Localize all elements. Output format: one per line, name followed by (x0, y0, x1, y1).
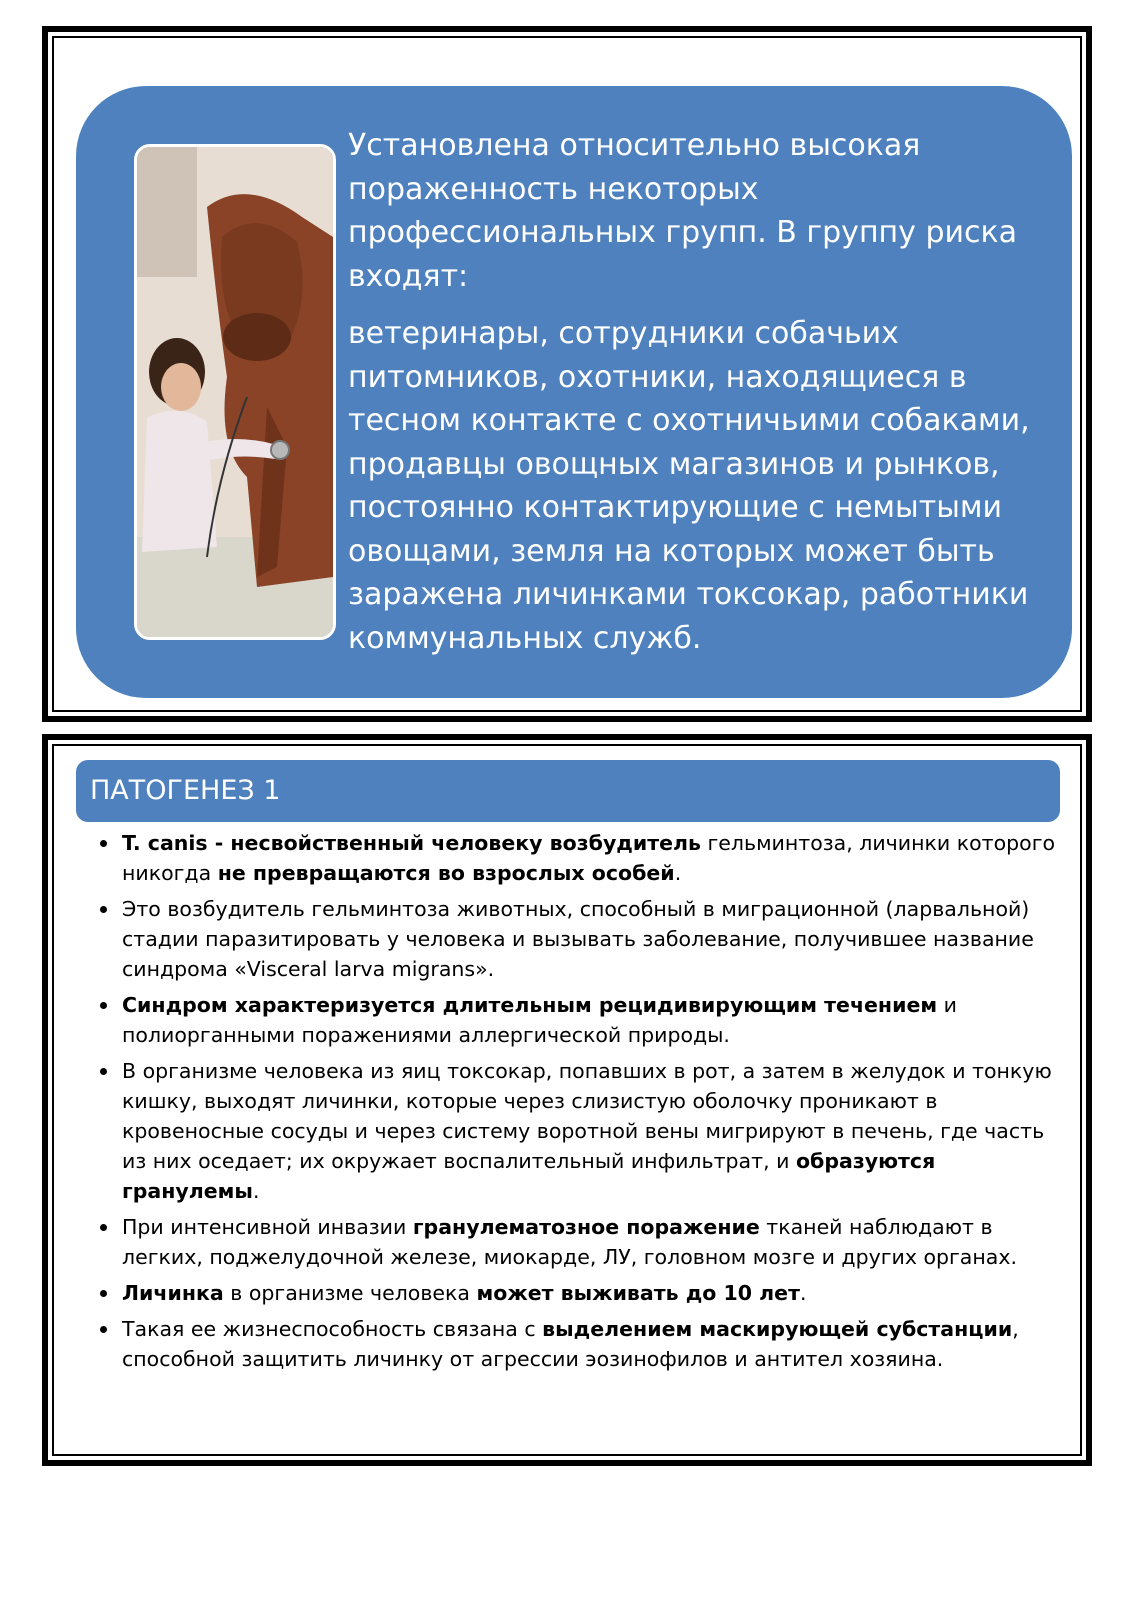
photo-illustration (137, 147, 333, 637)
bullet-text: При интенсивной инвазии (122, 1215, 413, 1239)
bullet-text: . (674, 861, 682, 885)
bullet-item (98, 828, 1066, 888)
child-with-dog-photo (134, 144, 336, 640)
slide-2 (42, 734, 1092, 1466)
bullet-text: гельминтоза, личинки которого никогда (122, 831, 1056, 885)
bullet-text: . (799, 1281, 807, 1305)
risk-group-list: ветеринары, сотрудники собачьих питомников, охотники, находящиеся в тесном контакте с охотничьими собаками, продавцы овощных магазинов и рынков, постоянно контактирующие с немытыми овощами, земля на которых может быть заражена личинками токсокар, работники коммунальных служб. (348, 316, 1030, 656)
bullet-text: . (252, 1179, 260, 1203)
bullet-text: и полиорганными поражениями аллергической природы. (122, 993, 957, 1047)
slide-1 (42, 26, 1092, 722)
bullet-item (98, 894, 1066, 984)
pathogenesis-bullets (98, 828, 1066, 1380)
bullet-bold-text: Синдром характеризуется длительным рецидивирующим течением (122, 993, 938, 1017)
slide-title: ПАТОГЕНЕЗ 1 (76, 760, 1060, 822)
bullet-item (98, 1056, 1066, 1206)
bullet-item (98, 990, 1066, 1050)
bullet-bold-text: не превращаются во взрослых особей (217, 861, 675, 885)
bullet-text: в организме человека (223, 1281, 477, 1305)
bullet-text: Это возбудитель гельминтоза животных, способный в миграционной (ларвальной) стадии паразитировать у человека и вызывать заболевание, получившее название синдрома «Visceral larva migrans». (122, 897, 1034, 981)
bullet-text: Такая ее жизнеспособность связана с (122, 1317, 543, 1341)
bullet-bold-text: образуются гранулемы (122, 1149, 936, 1203)
bullet-bold-text: может выживать до 10 лет (476, 1281, 800, 1305)
risk-group-text (348, 124, 1068, 660)
bullet-item (98, 1212, 1066, 1272)
bullet-text: В организме человека из яиц токсокар, попавших в рот, а затем в желудок и тонкую кишку, выходят личинки, которые через слизистую оболочку проникают в кровеносные сосуды и через систему воротной вены мигрируют в печень, где часть из них оседает; их окружает воспалительный инфильтрат, и (122, 1059, 1052, 1173)
risk-group-intro: Установлена относительно высокая пораженность некоторых профессиональных групп. В группу риска входят: (348, 128, 1017, 294)
bullet-item (98, 1314, 1066, 1374)
blue-content-panel (76, 86, 1072, 698)
bullet-bold-text: гранулематозное поражение (412, 1215, 760, 1239)
bullet-bold-text: T. canis - несвойственный человеку возбудитель (122, 831, 701, 855)
bullet-text: , способной защитить личинку от агрессии эозинофилов и антител хозяина. (122, 1317, 1019, 1371)
bullet-text: тканей наблюдают в легких, поджелудочной железе, миокарде, ЛУ, головном мозге и других органах. (122, 1215, 1017, 1269)
bullet-bold-text: Личинка (122, 1281, 224, 1305)
bullet-bold-text: выделением маскирующей субстанции (542, 1317, 1013, 1341)
bullet-item (98, 1278, 1066, 1308)
